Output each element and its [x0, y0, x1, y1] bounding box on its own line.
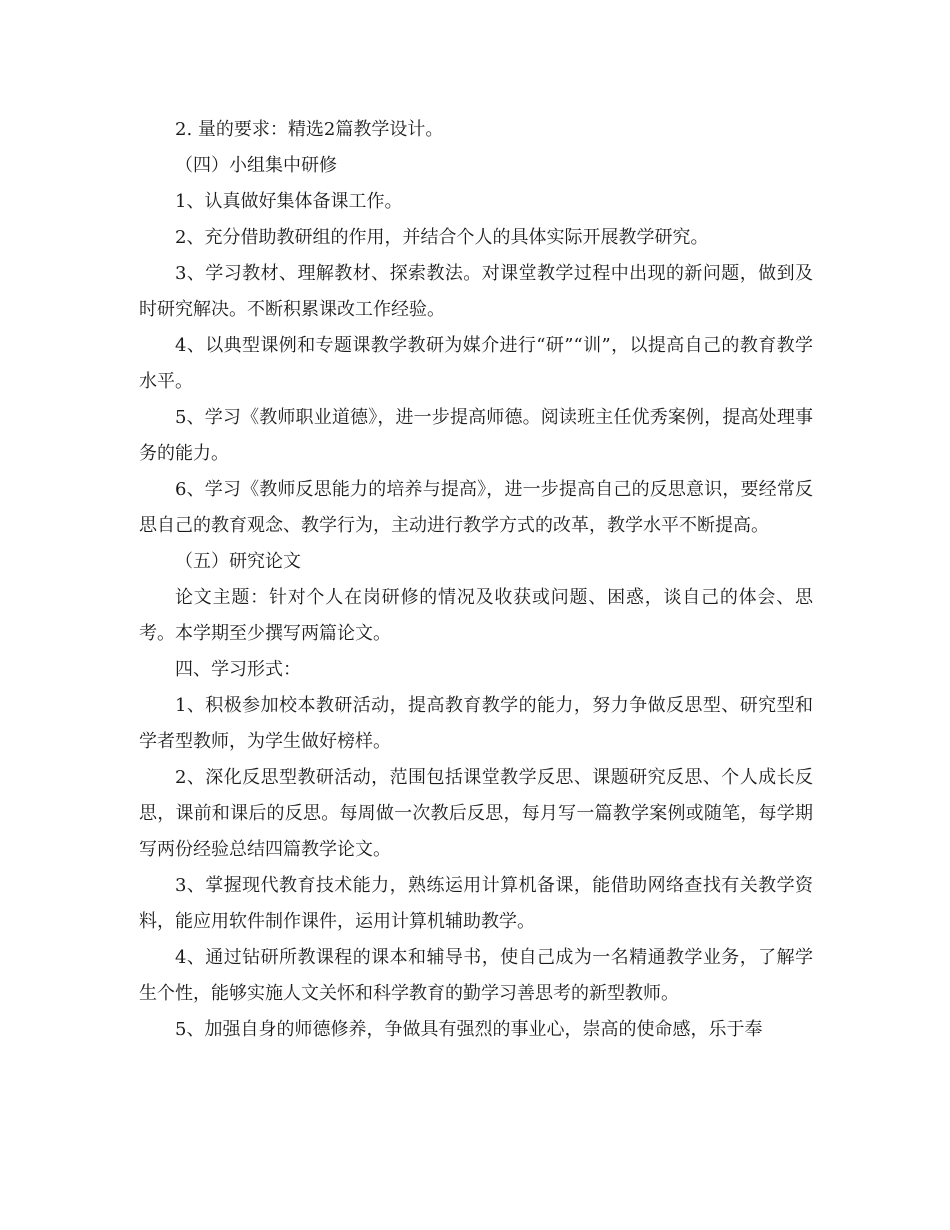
paragraph-item: 2、充分借助教研组的作用，并结合个人的具体实际开展教学研究。	[175, 227, 709, 248]
paragraph-item: 4、以典型课例和专题课教学教研为媒介进行“研”“训”，以提高自己的教育教学水平。	[139, 335, 813, 392]
paragraph-item: 1、认真做好集体备课工作。	[175, 191, 403, 212]
paragraph-item: 1、积极参加校本教研活动，提高教育教学的能力，努力争做反思型、研究型和学者型教师，为学生做好榜样。	[139, 695, 813, 752]
paragraph-item: 5、加强自身的师德修养，争做具有强烈的事业心，崇高的使命感，乐于奉	[175, 1019, 763, 1040]
paragraph-item: 3、学习教材、理解教材、探索教法。对课堂教学过程中出现的新问题，做到及时研究解决。不断积累课改工作经验。	[139, 263, 813, 320]
paragraph-item: 6、学习《教师反思能力的培养与提高》，进一步提高自己的反思意识，要经常反思自己的教育观念、教学行为，主动进行教学方式的改革，教学水平不断提高。	[139, 479, 813, 536]
paragraph-item: 2、深化反思型教研活动，范围包括课堂教学反思、课题研究反思、个人成长反思，课前和课后的反思。每周做一次教后反思，每月写一篇教学案例或随笔，每学期写两份经验总结四篇教学论文。	[139, 767, 813, 860]
paragraph-item: 4、通过钻研所教课程的课本和辅导书，使自己成为一名精通教学业务，了解学生个性，能够实施人文关怀和科学教育的勤学习善思考的新型教师。	[139, 947, 813, 1004]
heading-research-papers: （五）研究论文	[175, 551, 301, 572]
heading-study-forms: 四、学习形式：	[175, 659, 301, 680]
paragraph-item: 3、掌握现代教育技术能力，熟练运用计算机备课，能借助网络查找有关教学资料，能应用软件制作课件，运用计算机辅助教学。	[139, 875, 813, 932]
document-body	[139, 112, 813, 1048]
paragraph-quantity-requirement: 2. 量的要求：精选2篇教学设计。	[175, 119, 444, 140]
heading-group-study: （四）小组集中研修	[175, 155, 337, 176]
paragraph-item: 5、学习《教师职业道德》，进一步提高师德。阅读班主任优秀案例，提高处理事务的能力。	[139, 407, 813, 464]
paragraph-paper-topic: 论文主题：针对个人在岗研修的情况及收获或问题、困惑，谈自己的体会、思考。本学期至少撰写两篇论文。	[139, 587, 813, 644]
